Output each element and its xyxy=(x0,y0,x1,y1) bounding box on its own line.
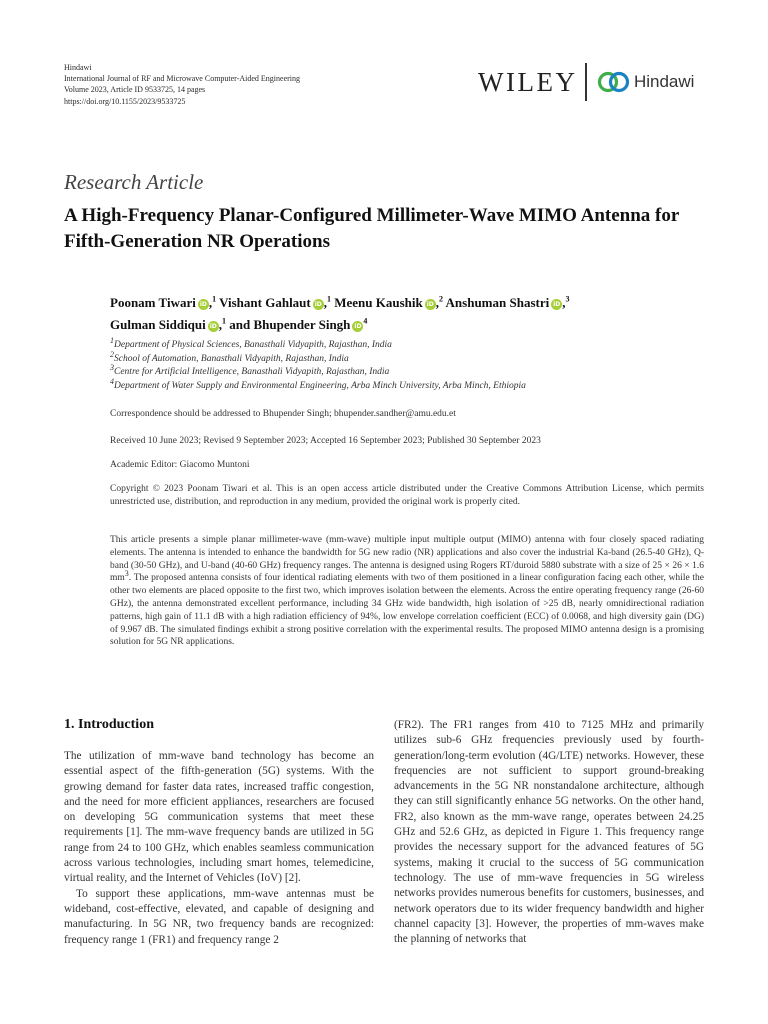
author-affiliation-number: 4 xyxy=(363,316,368,326)
affiliation: $^1$Department of Physical Sciences, Banasthali Vidyapith, Rajasthan, India xyxy=(110,335,392,350)
body-column-left xyxy=(64,749,374,948)
affiliation: $^4$Department of Water Supply and Environmental Engineering, Arba Minch University, Arba Minch, Ethiopia xyxy=(110,376,526,391)
author-name: Meenu Kaushik xyxy=(334,295,423,310)
author-connector: and xyxy=(229,317,251,332)
author-name: Poonam Tiwari xyxy=(110,295,196,310)
affiliation-list xyxy=(110,335,526,393)
section-heading-introduction: 1. Introduction xyxy=(64,717,154,732)
author-affiliation-number: 1 xyxy=(212,294,217,304)
orcid-icon[interactable]: iD xyxy=(354,323,362,330)
wiley-logo: WILEY xyxy=(478,66,578,97)
journal-name: International Journal of RF and Microwave Computer-Aided Engineering xyxy=(64,74,300,84)
publisher-logos xyxy=(478,62,710,102)
orcid-icon[interactable]: iD xyxy=(209,323,217,330)
author-affiliation-number: 2 xyxy=(439,294,443,304)
author-name: Vishant Gahlaut xyxy=(219,295,311,310)
orcid-icon[interactable]: iD xyxy=(553,301,561,308)
hindawi-logo-text: Hindawi xyxy=(633,72,695,91)
paragraph: To support these applications, mm-wave antennas must be wideband, cost-effective, elevated, and capable of designing and manufacturing. In 5G NR, two frequency bands are recognized: frequency range 1 (FR1) and frequency range 2 xyxy=(64,887,374,946)
article-type: Research Article xyxy=(64,170,204,194)
author-affiliation-number: 1 xyxy=(222,316,226,326)
author-affiliation-number: 3 xyxy=(565,294,570,304)
correspondence: Correspondence should be addressed to Bhupender Singh; bhupender.sandher@amu.edu.et xyxy=(110,409,456,419)
paragraph: (FR2). The FR1 ranges from 410 to 7125 MHz and primarily utilizes sub-6 GHz frequencies previously used by fourth-generation/long-term evolution (4G/LTE) networks. However, these frequencies are not sufficient to support ground-breaking advancements in the 5G NR nonstandalone architecture, although they can still significantly enhance 5G networks. On the other hand, FR2, also known as the mm-wave range, operates between 24.25 GHz and 52.6 GHz, as depicted in Figure 1. This frequency range provides the necessary support for the advanced features of 5G systems, making it crucial to the success of 5G communication technology. The use of mm-wave frequencies in 5G wireless networks provides numerous benefits for customers, businesses, and network operators due to its wider frequency bandwidth and higher channel capacity [3]. However, the properties of mm-waves make the planning of networks that xyxy=(394,719,704,946)
paragraph: The utilization of mm-wave band technology has become an essential aspect of the fifth-generation (5G) systems. With the growing demand for faster data rates, increased traffic congestion, and the need for more efficient appliances, researchers are focused on developing 5G communication systems that meet these requirements [1]. The mm-wave frequency bands are utilized in 5G range from 24 to 100 GHz, which enables seamless communication across various technologies, including smart homes, telemedicine, virtual reality, and the Internet of Vehicles (IoV) [2]. xyxy=(64,750,374,885)
journal-header xyxy=(64,62,300,107)
author-name: Anshuman Shastri xyxy=(445,295,550,310)
logo-divider xyxy=(585,63,587,101)
publication-dates: Received 10 June 2023; Revised 9 September 2023; Accepted 16 September 2023; Published 30 September 2023 xyxy=(110,436,541,446)
orcid-icon[interactable]: iD xyxy=(314,301,322,308)
copyright-notice: Copyright © 2023 Poonam Tiwari et al. This is an open access article distributed under the Creative Commons Attribution License, which permits unrestricted use, distribution, and reproduction in any medium, provided the original work is properly cited. xyxy=(110,484,704,507)
body-column-right xyxy=(394,718,704,947)
affiliation: $^2$School of Automation, Banasthali Vidyapith, Rajasthan, India xyxy=(110,349,349,364)
author-name: Bhupender Singh xyxy=(253,317,351,332)
affiliation: $^3$Centre for Artificial Intelligence, Banasthali Vidyapith, Rajasthan, India xyxy=(110,362,390,377)
volume-info: Volume 2023, Article ID 9533725, 14 pages xyxy=(64,85,206,95)
article-title: A High-Frequency Planar-Configured Millimeter-Wave MIMO Antenna for Fifth-Generation NR Operations xyxy=(64,205,679,252)
author-list: Poonam Tiwari iD ,$^1$ Vishant Gahlaut iD ,$^1$ Meenu Kaushik iD ,$^2$ Anshuman Shastri iD ,$^3$ Gulman Siddiqui iD ,$^1$ and Bhupender Singh $iD^4$ xyxy=(110,294,570,332)
hindawi-logo-icon xyxy=(597,70,631,94)
orcid-icon[interactable]: iD xyxy=(426,301,434,308)
orcid-icon[interactable]: iD xyxy=(199,301,207,308)
doi-link[interactable]: https://doi.org/10.1155/2023/9533725 xyxy=(64,96,186,106)
author-affiliation-number: 1 xyxy=(327,294,331,304)
author-name: Gulman Siddiqui xyxy=(110,317,206,332)
publisher-name: Hindawi xyxy=(64,63,92,72)
academic-editor: Academic Editor: Giacomo Muntoni xyxy=(110,460,250,470)
abstract: This article presents a simple planar millimeter-wave (mm-wave) multiple input multiple output (MIMO) antenna with four closely spaced radiating elements. The antenna is intended to enhance the bandwidth for 5G new radio (NR) applications and also cover the industrial Ka-band (26.5-40 GHz), Q-band (30-50 GHz), and U-band (40-60 GHz) frequency ranges. The antenna is designed using Rogers RT/duroid 5880 substrate with a size of 25 × 26 × 1.6 $mm^3$. The proposed antenna consists of four identical radiating elements with two of them positioned in a linear configuration facing each other, while the other two elements are placed opposite to the first two, which improves isolation between the elements. Across the entire operating frequency range (26-60 GHz), the antenna demonstrated excellent performance, including 34 GHz wide bandwidth, high isolation of >25 dB, nearly omnidirectional radiation patterns, high gain of 11.1 dB with a high radiation efficiency of 94%, low envelope correlation coefficient (ECC) of 0.0068, and high diversity gain (DG) of 9.967 dB. The simulated findings exhibit a strong positive correlation with the experimental results. The proposed MIMO antenna design is a promising solution for 5G NR applications. xyxy=(110,535,704,648)
